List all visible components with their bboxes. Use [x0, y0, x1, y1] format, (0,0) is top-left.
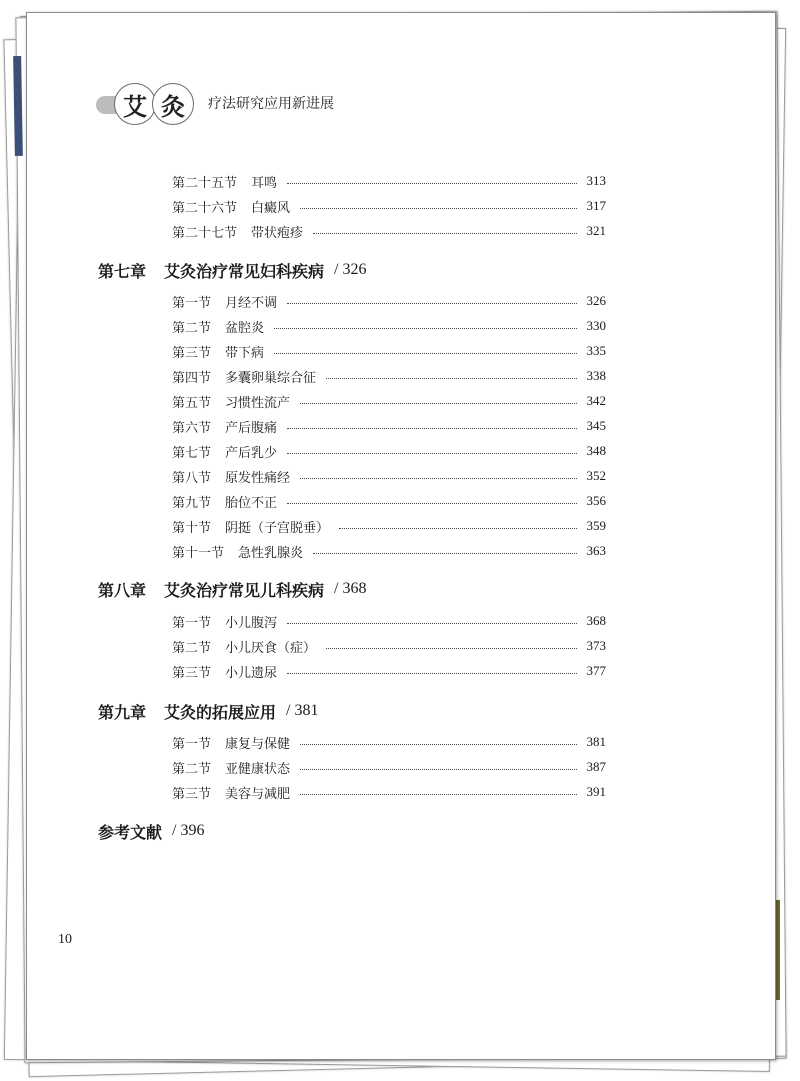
chapter-number: 第九章 [98, 702, 147, 722]
page-number: 10 [58, 932, 72, 947]
dot-leader [300, 794, 576, 795]
chapter-heading[interactable] [98, 257, 366, 283]
toc-entry[interactable] [172, 365, 606, 387]
section-number: 第一节 [172, 615, 212, 631]
section-page: 338 [586, 368, 606, 383]
section-number: 第一节 [172, 736, 212, 752]
toc-entry[interactable] [172, 195, 606, 217]
toc-entry[interactable] [172, 756, 606, 778]
toc-entry[interactable] [172, 465, 606, 487]
toc-entry[interactable] [172, 610, 606, 632]
dot-leader [300, 208, 576, 209]
section-page: 317 [586, 198, 606, 213]
section-title: 阴挺（子宫脱垂） [225, 520, 330, 536]
dot-leader [300, 478, 576, 479]
chapter-title: 艾灸治疗常见儿科疾病 [164, 580, 325, 600]
toc-entry[interactable] [172, 635, 606, 657]
section-number: 第十一节 [172, 545, 225, 561]
section-title: 产后乳少 [225, 445, 278, 461]
references-title: 参考文献 [98, 822, 163, 842]
chapter-page: / 381 [286, 702, 319, 719]
dot-leader [300, 403, 576, 404]
toc-entry[interactable] [172, 490, 606, 512]
section-number: 第五节 [172, 395, 212, 411]
section-number: 第二节 [172, 761, 212, 777]
section-page: 381 [586, 734, 606, 749]
section-number: 第二十五节 [172, 175, 238, 191]
section-title: 多囊卵巢综合征 [225, 370, 317, 386]
section-number: 第六节 [172, 420, 212, 436]
section-number: 第二节 [172, 320, 212, 336]
section-number: 第三节 [172, 665, 212, 681]
toc-entry[interactable] [172, 415, 606, 437]
section-number: 第二十六节 [172, 200, 238, 216]
dot-leader [287, 503, 576, 504]
section-page: 352 [586, 468, 606, 483]
section-title: 带下病 [225, 345, 265, 361]
dot-leader [339, 528, 576, 529]
toc-entry[interactable] [172, 660, 606, 682]
section-number: 第二节 [172, 640, 212, 656]
dot-leader [287, 453, 576, 454]
dot-leader [313, 233, 576, 234]
dot-leader [274, 328, 576, 329]
dot-leader [300, 744, 576, 745]
dot-leader [287, 303, 576, 304]
chapter-number: 第七章 [98, 261, 147, 281]
chapter-title: 艾灸治疗常见妇科疾病 [164, 261, 325, 281]
section-title: 亚健康状态 [225, 761, 291, 777]
header-logo-char: 灸 [152, 83, 194, 125]
section-title: 急性乳腺炎 [238, 545, 304, 561]
section-number: 第一节 [172, 295, 212, 311]
toc-entry[interactable] [172, 290, 606, 312]
cover-edge-blue [13, 56, 23, 156]
header-subtitle: 疗法研究应用新进展 [208, 96, 334, 112]
toc-entry[interactable] [172, 315, 606, 337]
section-title: 胎位不正 [225, 495, 278, 511]
section-page: 356 [586, 493, 606, 508]
section-number: 第二十七节 [172, 225, 238, 241]
chapter-page: / 368 [334, 580, 367, 597]
section-number: 第十节 [172, 520, 212, 536]
section-page: 330 [586, 318, 606, 333]
toc-entry[interactable] [172, 390, 606, 412]
header-logo-char: 艾 [114, 83, 156, 125]
chapter-number: 第八章 [98, 580, 147, 600]
section-title: 习惯性流产 [225, 395, 291, 411]
section-number: 第八节 [172, 470, 212, 486]
chapter-title: 艾灸的拓展应用 [164, 702, 277, 722]
dot-leader [287, 673, 576, 674]
section-title: 小儿厌食（症） [225, 640, 317, 656]
toc-entry[interactable] [172, 440, 606, 462]
toc-entry[interactable] [172, 170, 606, 192]
section-page: 368 [586, 613, 606, 628]
section-title: 小儿腹泻 [225, 615, 278, 631]
toc-entry[interactable] [172, 515, 606, 537]
section-title: 带状疱疹 [251, 225, 304, 241]
section-number: 第七节 [172, 445, 212, 461]
section-page: 335 [586, 343, 606, 358]
dot-leader [287, 623, 576, 624]
chapter-page: / 326 [334, 261, 367, 278]
chapter-heading[interactable] [98, 698, 318, 724]
dot-leader [313, 553, 576, 554]
references-heading[interactable] [98, 818, 204, 844]
section-title: 产后腹痛 [225, 420, 278, 436]
section-number: 第三节 [172, 345, 212, 361]
section-page: 373 [586, 638, 606, 653]
section-number: 第九节 [172, 495, 212, 511]
toc-entry[interactable] [172, 540, 606, 562]
section-page: 348 [586, 443, 606, 458]
section-page: 387 [586, 759, 606, 774]
section-number: 第三节 [172, 786, 212, 802]
section-page: 377 [586, 663, 606, 678]
dot-leader [274, 353, 576, 354]
section-title: 月经不调 [225, 295, 278, 311]
dot-leader [326, 378, 576, 379]
dot-leader [287, 428, 576, 429]
dot-leader [300, 769, 576, 770]
section-page: 326 [586, 293, 606, 308]
chapter-heading[interactable] [98, 576, 366, 602]
section-title: 盆腔炎 [225, 320, 265, 336]
section-title: 小儿遗尿 [225, 665, 278, 681]
toc-entry[interactable] [172, 731, 606, 753]
section-page: 313 [586, 173, 606, 188]
section-page: 342 [586, 393, 606, 408]
dot-leader [287, 183, 576, 184]
section-page: 363 [586, 543, 606, 558]
toc-entry[interactable] [172, 781, 606, 803]
references-page: / 396 [172, 822, 205, 839]
section-title: 原发性痛经 [225, 470, 291, 486]
toc-entry[interactable] [172, 340, 606, 362]
section-title: 美容与减肥 [225, 786, 291, 802]
toc-entry[interactable] [172, 220, 606, 242]
section-page: 321 [586, 223, 606, 238]
section-number: 第四节 [172, 370, 212, 386]
dot-leader [326, 648, 576, 649]
section-title: 白癜风 [251, 200, 291, 216]
section-page: 391 [586, 784, 606, 799]
section-page: 359 [586, 518, 606, 533]
section-title: 康复与保健 [225, 736, 291, 752]
section-title: 耳鸣 [251, 175, 278, 191]
section-page: 345 [586, 418, 606, 433]
running-header [96, 80, 416, 120]
